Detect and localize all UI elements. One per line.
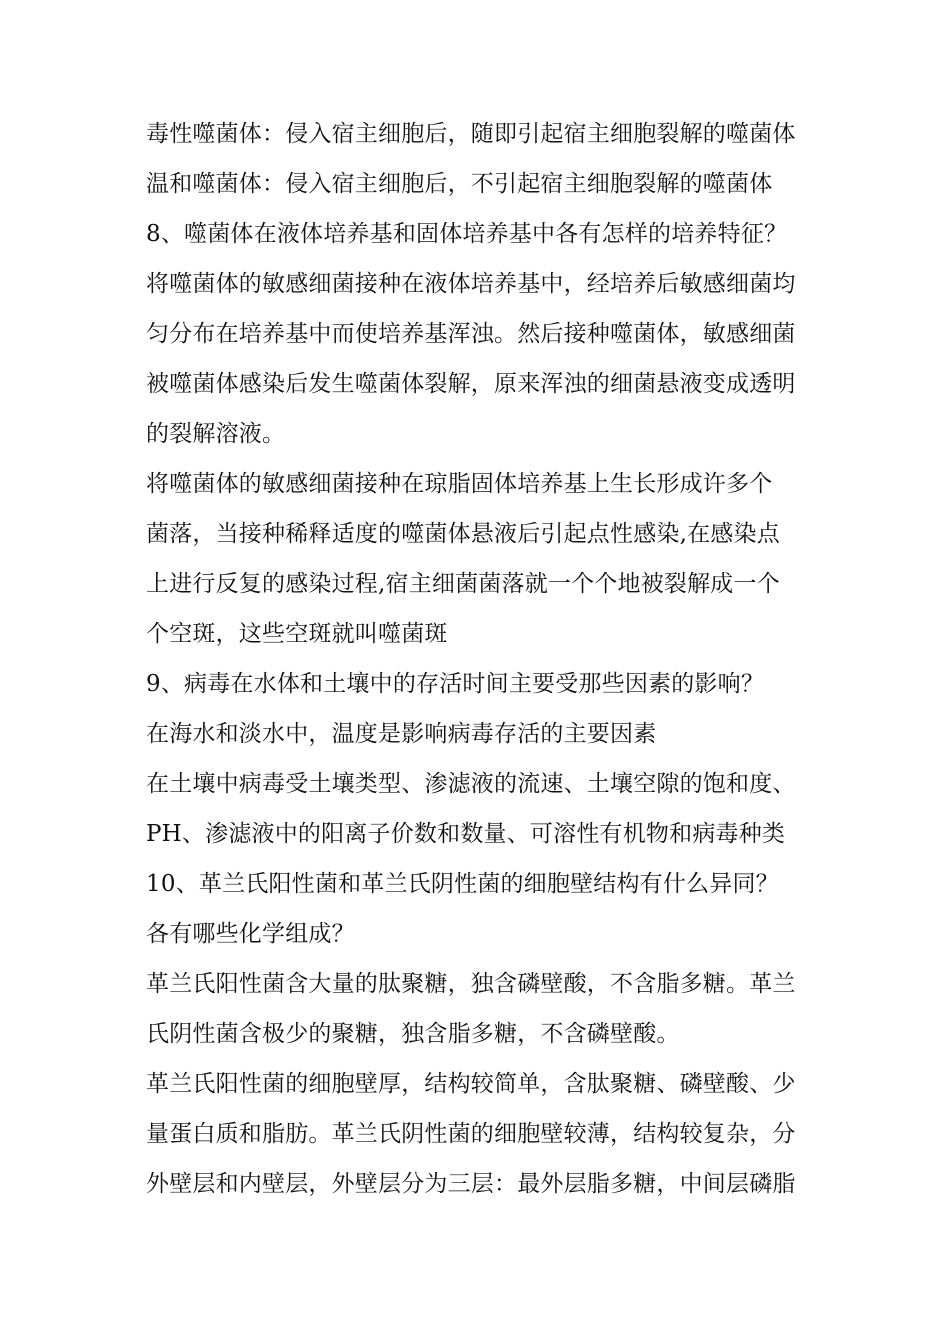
text-line: 革兰氏阳性菌的细胞壁厚，结构较简单，含肽聚糖、磷壁酸、少 xyxy=(146,1071,796,1097)
text-line: 温和噬菌体：侵入宿主细胞后，不引起宿主细胞裂解的噬菌体 xyxy=(146,171,773,197)
question-heading: 8、噬菌体在液体培养基和固体培养基中各有怎样的培养特征？ xyxy=(146,221,788,247)
text-line: 菌落，当接种稀释适度的噬菌体悬液后引起点性感染,在感染点 xyxy=(146,521,780,547)
text-line: 的裂解溶液。 xyxy=(146,421,286,447)
question-heading: 各有哪些化学组成？ xyxy=(146,921,355,947)
text-line: 外壁层和内壁层，外壁层分为三层：最外层脂多糖，中间层磷脂 xyxy=(146,1171,796,1197)
text-line: 量蛋白质和脂肪。革兰氏阴性菌的细胞壁较薄，结构较复杂，分 xyxy=(146,1121,796,1147)
text-line: 个空斑，这些空斑就叫噬菌斑 xyxy=(146,621,448,647)
text-line: PH、渗滤液中的阳离子价数和数量、可溶性有机物和病毒种类 xyxy=(146,821,786,847)
text-line: 将噬菌体的敏感细菌接种在液体培养基中，经培养后敏感细菌均 xyxy=(146,271,796,297)
text-line: 氏阴性菌含极少的聚糖，独含脂多糖，不含磷壁酸。 xyxy=(146,1021,680,1047)
text-line: 将噬菌体的敏感细菌接种在琼脂固体培养基上生长形成许多个 xyxy=(146,471,773,497)
text-line: 匀分布在培养基中而使培养基浑浊。然后接种噬菌体，敏感细菌 xyxy=(146,321,796,347)
text-line: 被噬菌体感染后发生噬菌体裂解，原来浑浊的细菌悬液变成透明 xyxy=(146,371,796,397)
text-line: 革兰氏阳性菌含大量的肽聚糖，独含磷壁酸，不含脂多糖。革兰 xyxy=(146,971,796,997)
text-line: 上进行反复的感染过程,宿主细菌菌落就一个个地被裂解成一个 xyxy=(146,571,780,597)
text-line: 在海水和淡水中，温度是影响病毒存活的主要因素 xyxy=(146,721,657,747)
text-line: 毒性噬菌体：侵入宿主细胞后，随即引起宿主细胞裂解的噬菌体 xyxy=(146,121,796,147)
question-heading: 10、革兰氏阳性菌和革兰氏阴性菌的细胞壁结构有什么异同？ xyxy=(146,871,779,897)
text-line: 在土壤中病毒受土壤类型、渗滤液的流速、土壤空隙的饱和度、 xyxy=(146,771,796,797)
question-heading: 9、病毒在水体和土壤中的存活时间主要受那些因素的影响？ xyxy=(146,671,765,697)
